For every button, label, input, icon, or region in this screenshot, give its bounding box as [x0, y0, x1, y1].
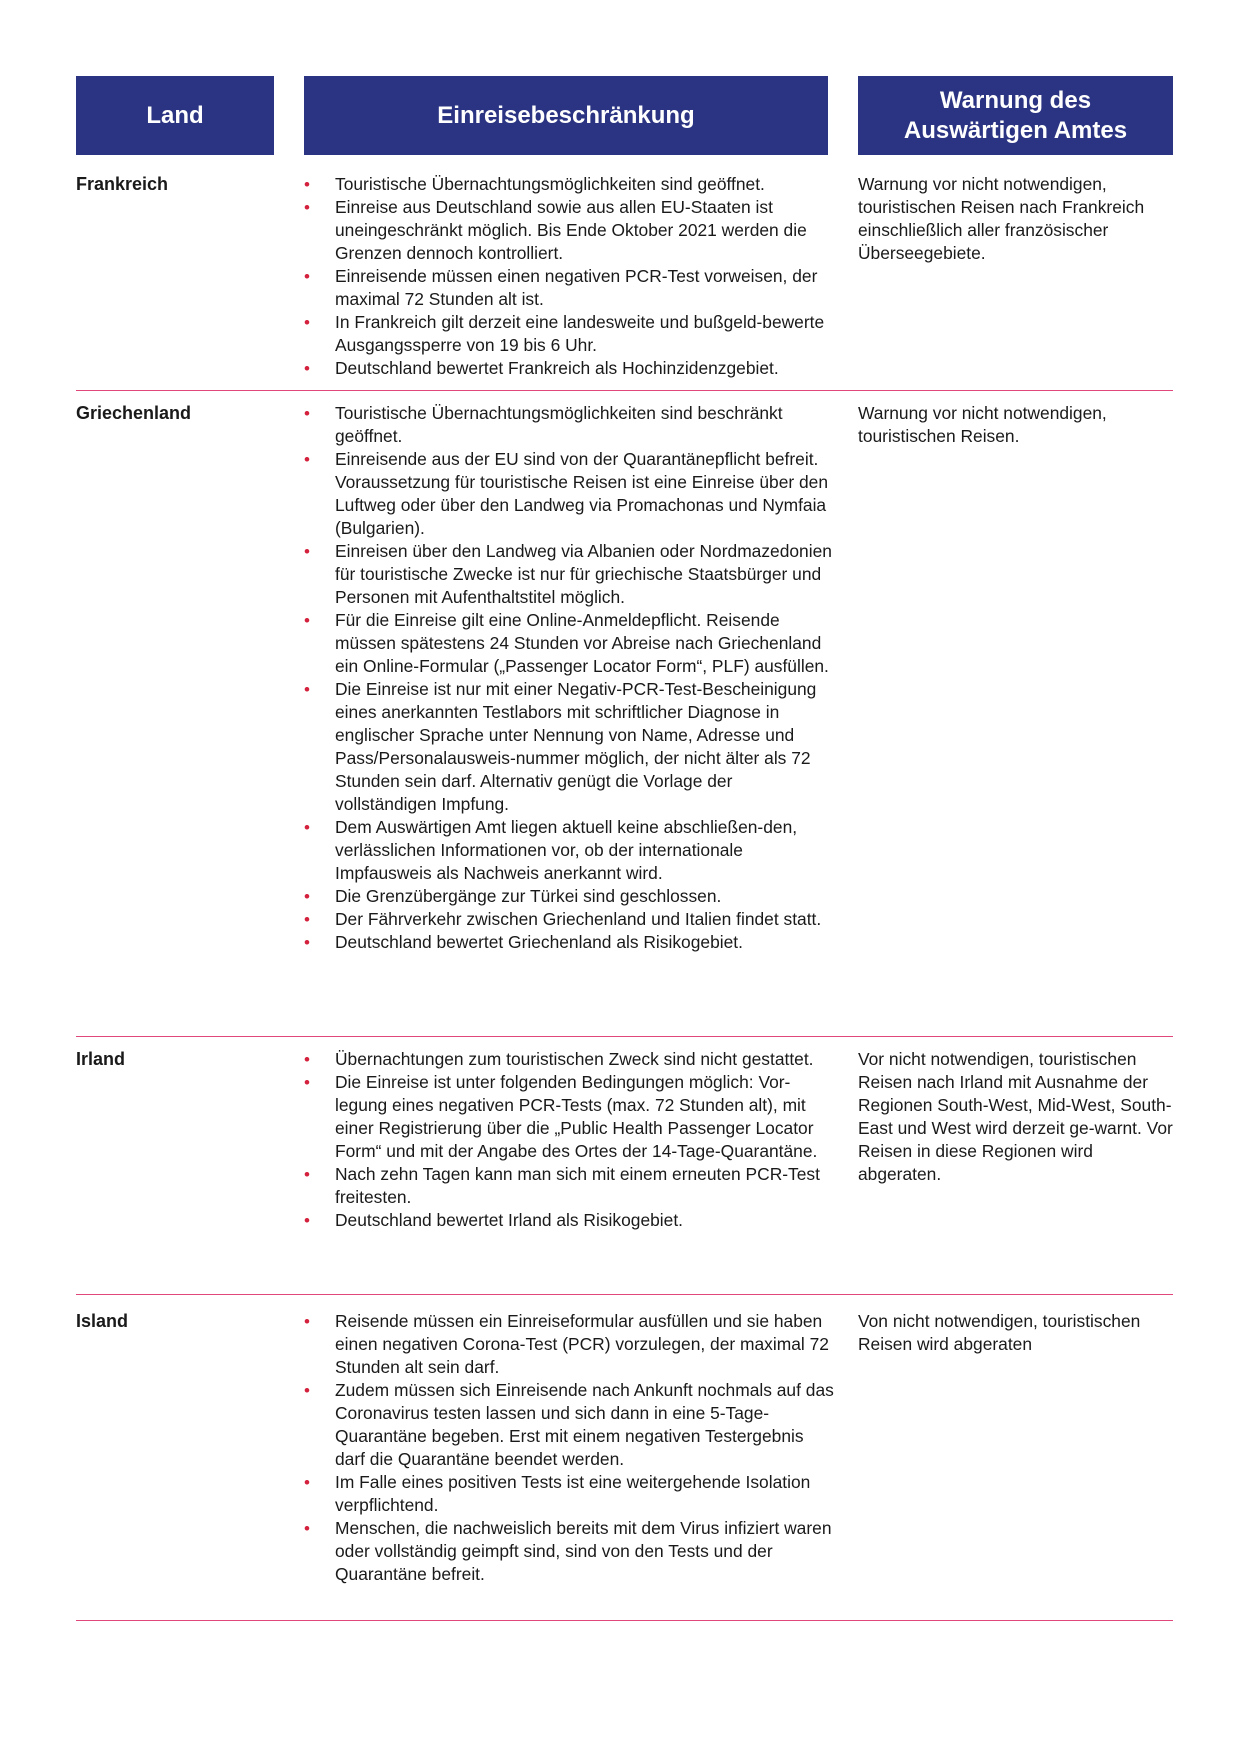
list-item: • Einreisende aus der EU sind von der Quarantänepflicht befreit. Voraussetzung für touristische Reisen ist eine Einreise über den Luftweg oder über den Landweg via Promachonas und Nymfaia (Bulgarien).	[304, 449, 829, 538]
list-item: • Die Einreise ist nur mit einer Negativ-PCR-Test-Bescheinigung eines anerkannten Testlabors mit schriftlicher Diagnose in englischer Sprache unter Nennung von Name, Adresse und Pass/Personalausweis-nummer möglich, der nicht älter als 72 Stunden sein darf. Alternativ genügt die Vorlage der vollständigen Impfung.	[304, 679, 817, 814]
list-item: • Deutschland bewertet Griechenland als Risikogebiet.	[304, 932, 743, 952]
column-header-einreise-label: Einreisebeschränkung	[437, 101, 695, 129]
list-item: • Menschen, die nachweislich bereits mit dem Virus infiziert waren oder vollständig geimpft sind, sind von den Tests und der Quarantäne befreit.	[304, 1518, 832, 1584]
bullet-icon: •	[304, 1165, 310, 1184]
list-item: • Deutschland bewertet Frankreich als Hochinzidenzgebiet.	[304, 358, 779, 378]
bullet-icon: •	[304, 1050, 310, 1069]
column-header-einreise	[304, 76, 828, 155]
bullet-icon: •	[304, 267, 310, 286]
bullet-icon: •	[304, 910, 310, 929]
list-item: • Übernachtungen zum touristischen Zweck sind nicht gestattet.	[304, 1049, 814, 1069]
country-name: Island	[76, 1311, 129, 1331]
list-item: • Die Einreise ist unter folgenden Bedingungen möglich: Vor-legung eines negativen PCR-Tests (max. 72 Stunden alt), mit einer Registrierung über die „Public Health Passenger Locator Form“ und mit der Angabe des Ortes der 14-Tage-Quarantäne.	[304, 1072, 818, 1161]
bullet-icon: •	[304, 887, 310, 906]
bullet-icon: •	[304, 680, 310, 699]
column-header-land-label: Land	[146, 101, 204, 129]
bullet-icon: •	[304, 450, 310, 469]
bullet-icon: •	[304, 1519, 310, 1538]
row-divider	[76, 390, 1173, 391]
list-item: • Dem Auswärtigen Amt liegen aktuell keine abschließen-den, verlässlichen Informationen vor, ob der internationale Impfausweis als Nachweis anerkannt wird.	[304, 817, 798, 883]
restriction-list	[304, 1048, 834, 1232]
column-header-land	[76, 76, 274, 155]
restriction-list	[304, 402, 834, 954]
bullet-icon: •	[304, 1073, 310, 1092]
column-header-warnung	[858, 76, 1173, 155]
list-item: • Der Fährverkehr zwischen Griechenland und Italien findet statt.	[304, 909, 822, 929]
bullet-icon: •	[304, 933, 310, 952]
column-header-warnung-line1: Warnung des	[939, 86, 1092, 114]
warning-text: Vor nicht notwendigen, touristischen Reisen nach Irland mit Ausnahme der Regionen South-West, Mid-West, South-East und West wird derzeit ge-warnt. Vor Reisen in diese Regionen wird abgeraten.	[858, 1049, 1173, 1184]
row-divider	[76, 1620, 1173, 1621]
list-item: • Die Grenzübergänge zur Türkei sind geschlossen.	[304, 886, 722, 906]
list-item: • Touristische Übernachtungsmöglichkeiten sind geöffnet.	[304, 174, 765, 194]
restriction-list	[304, 1310, 834, 1586]
bullet-icon: •	[304, 175, 310, 194]
bullet-icon: •	[304, 404, 310, 423]
country-name: Irland	[76, 1049, 126, 1069]
warning-text: Warnung vor nicht notwendigen, touristischen Reisen nach Frankreich einschließlich aller französischer Überseegebiete.	[858, 174, 1145, 263]
bullet-icon: •	[304, 1473, 310, 1492]
list-item: • Einreisende müssen einen negativen PCR-Test vorweisen, der maximal 72 Stunden alt ist.	[304, 266, 818, 309]
list-item: • Zudem müssen sich Einreisende nach Ankunft nochmals auf das Coronavirus testen lassen und sich dann in eine 5-Tage-Quarantäne begeben. Erst mit einem negativen Testergebnis darf die Quarantäne beendet werden.	[304, 1380, 834, 1469]
list-item: • Touristische Übernachtungsmöglichkeiten sind beschränkt geöffnet.	[304, 403, 783, 446]
bullet-icon: •	[304, 313, 310, 332]
list-item: • Nach zehn Tagen kann man sich mit einem erneuten PCR-Test freitesten.	[304, 1164, 820, 1207]
bullet-icon: •	[304, 359, 310, 378]
row-divider	[76, 1036, 1173, 1037]
list-item: • Einreisen über den Landweg via Albanien oder Nordmazedonien für touristische Zwecke ist nur für griechische Staatsbürger und Personen mit Aufenthaltstitel möglich.	[304, 541, 832, 607]
bullet-icon: •	[304, 611, 310, 630]
warning-text: Warnung vor nicht notwendigen, touristischen Reisen.	[858, 403, 1107, 446]
list-item: • Für die Einreise gilt eine Online-Anmeldepflicht. Reisende müssen spätestens 24 Stunden vor Abreise nach Griechenland ein Online-Formular („Passenger Locator Form“, PLF) ausfüllen.	[304, 610, 829, 676]
list-item: • In Frankreich gilt derzeit eine landesweite und bußgeld-bewerte Ausgangssperre von 19 bis 6 Uhr.	[304, 312, 825, 355]
row-divider	[76, 1294, 1173, 1295]
bullet-icon: •	[304, 198, 310, 217]
country-name: Griechenland	[76, 403, 192, 423]
bullet-icon: •	[304, 1211, 310, 1230]
bullet-icon: •	[304, 542, 310, 561]
bullet-icon: •	[304, 1312, 310, 1331]
warning-text: Von nicht notwendigen, touristischen Reisen wird abgeraten	[858, 1311, 1141, 1354]
column-header-warnung-line2: Auswärtigen Amtes	[903, 116, 1128, 144]
list-item: • Einreise aus Deutschland sowie aus allen EU-Staaten ist uneingeschränkt möglich. Bis Ende Oktober 2021 werden die Grenzen dennoch kontrolliert.	[304, 197, 807, 263]
bullet-icon: •	[304, 818, 310, 837]
restriction-list	[304, 173, 834, 380]
list-item: • Im Falle eines positiven Tests ist eine weitergehende Isolation verpflichtend.	[304, 1472, 811, 1515]
bullet-icon: •	[304, 1381, 310, 1400]
list-item: • Deutschland bewertet Irland als Risikogebiet.	[304, 1210, 683, 1230]
list-item: • Reisende müssen ein Einreiseformular ausfüllen und sie haben einen negativen Corona-Test (PCR) vorzulegen, der maximal 72 Stunden alt sein darf.	[304, 1311, 829, 1377]
country-name: Frankreich	[76, 174, 169, 194]
